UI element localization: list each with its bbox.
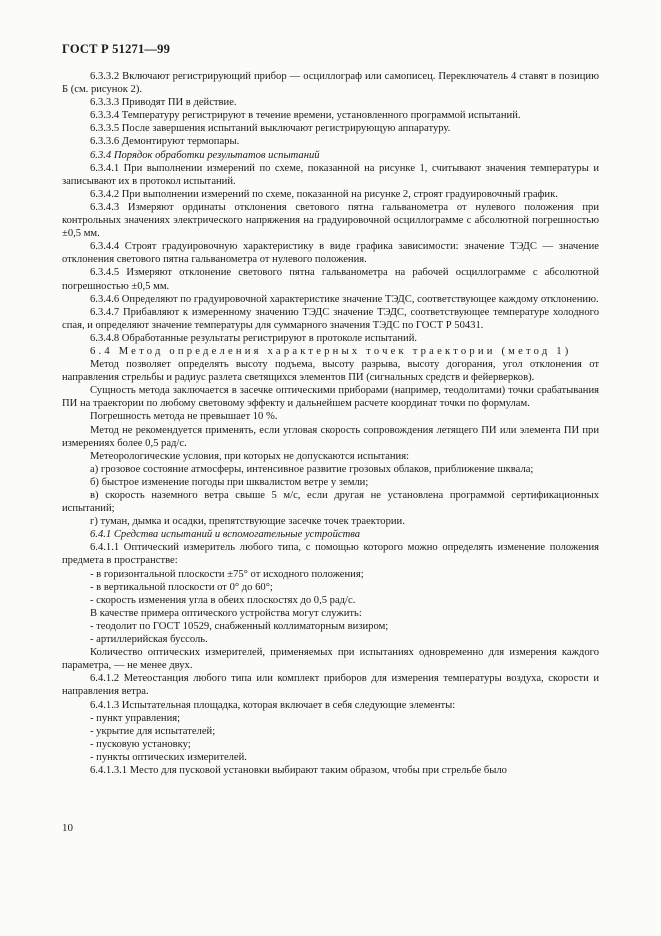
section-heading: 6.4 Метод определения характерных точек траектории (метод 1) [90, 345, 572, 357]
paragraph: 6.3.4.7 Прибавляют к измеренному значению ТЭДС значение ТЭДС, соответствующее температуре холодного спая, и определяют значение температуры для суммарного значения ТЭДС по ГОСТ Р 50431. [62, 306, 599, 331]
paragraph: 6.3.3.3 Приводят ПИ в действие. [90, 97, 237, 109]
list-item: - пункт управления; [90, 712, 181, 724]
paragraph: Метод позволяет определять высоту подъема, высоту разрыва, высоту догорания, угол отклонения от направления стрельбы и радиус разлета светящихся элементов ПИ (сигнальных средств и фейерверков). [62, 359, 599, 384]
paragraph: 6.3.3.5 После завершения испытаний выключают регистрирующую аппаратуру. [90, 123, 451, 135]
document-code-header: ГОСТ Р 51271—99 [62, 42, 171, 56]
list-item: г) туман, дымка и осадки, препятствующие засечке точек траектории. [90, 516, 405, 528]
list-item: - укрытие для испытателей; [90, 725, 216, 737]
list-item: в) скорость наземного ветра свыше 5 м/с, если другая не установлена программой сертификационных испытаний; [62, 490, 599, 515]
page-number: 10 [62, 822, 73, 834]
paragraph: 6.4.1.2 Метеостанция любого типа или комплект приборов для измерения температуры воздуха, скорости и направления ветра. [62, 673, 599, 698]
list-item: б) быстрое изменение погоды при шквалистом ветре у земли; [90, 476, 369, 488]
list-item: - в вертикальной плоскости от 0° до 60°; [90, 581, 273, 593]
paragraph: 6.3.4.5 Измеряют отклонение светового пятна гальванометра на рабочей осциллограмме с абсолютной погрешностью ±0,5 мм. [62, 267, 599, 292]
paragraph: Метод не рекомендуется применять, если угловая скорость сопровождения летящего ПИ или элемента ПИ при измерениях более 0,5 рад/с. [62, 424, 599, 449]
paragraph: Сущность метода заключается в засечке оптическими приборами (например, теодолитами) точки срабатывания ПИ на траектории по любому световому эффекту и дальнейшем расчете координат точки по формулам. [62, 385, 599, 410]
paragraph: Метеорологические условия, при которых не допускаются испытания: [90, 450, 410, 462]
paragraph: 6.3.3.4 Температуру регистрируют в течение времени, установленного программой испытаний. [90, 110, 521, 122]
list-item: - в горизонтальной плоскости ±75° от исходного положения; [90, 568, 364, 580]
list-item: - скорость изменения угла в обеих плоскостях до 0,5 рад/с. [90, 594, 356, 606]
section-heading: 6.4.1 Средства испытаний и вспомогательные устройства [90, 529, 361, 541]
paragraph: 6.3.4.2 При выполнении измерений по схеме, показанной на рисунке 2, строят градуировочный график. [90, 188, 558, 200]
paragraph: 6.4.1.3.1 Место для пусковой установки выбирают таким образом, чтобы при стрельбе было [90, 764, 507, 776]
list-item: - артиллерийская буссоль. [90, 634, 208, 646]
paragraph: 6.4.1.3 Испытательная площадка, которая включает в себя следующие элементы: [90, 699, 456, 711]
paragraph: Количество оптических измерителей, применяемых при испытаниях одновременно для измерения каждого параметра, — не менее двух. [62, 647, 599, 672]
list-item: - теодолит по ГОСТ 10529, снабженный коллиматорным визиром; [90, 620, 389, 632]
paragraph: 6.3.4.4 Строят градуировочную характеристику в виде графика зависимости: значение ТЭДС — значение отклонения светового пятна гальванометра от нулевого положения. [62, 241, 599, 266]
section-heading: 6.3.4 Порядок обработки результатов испытаний [90, 149, 320, 161]
document-body [62, 70, 599, 777]
list-item: а) грозовое состояние атмосферы, интенсивное развитие грозовых облаков, приближение шквала; [90, 463, 534, 475]
paragraph: В качестве примера оптического устройства могут служить: [90, 607, 362, 619]
paragraph: 6.4.1.1 Оптический измеритель любого типа, с помощью которого можно определять изменение положения предмета в пространстве: [62, 542, 599, 567]
paragraph: 6.3.4.8 Обработанные результаты регистрируют в протоколе испытаний. [90, 332, 418, 344]
paragraph: Погрешность метода не превышает 10 %. [90, 411, 278, 423]
list-item: - пусковую установку; [90, 738, 191, 750]
paragraph: 6.3.4.3 Измеряют ординаты отклонения светового пятна гальванометра от нулевого положения при контрольных значениях электрического напряжения на градуировочной осциллограмме с абсолютной погрешностью ±0,5 мм. [62, 201, 599, 240]
paragraph: 6.3.4.1 При выполнении измерений по схеме, показанной на рисунке 1, считывают значения температуры и записывают их в протокол испытаний. [62, 162, 599, 187]
list-item: - пункты оптических измерителей. [90, 751, 247, 763]
paragraph: 6.3.3.2 Включают регистрирующий прибор — осциллограф или самописец. Переключатель 4 ставят в позицию Б (см. рисунок 2). [62, 71, 599, 96]
paragraph: 6.3.4.6 Определяют по градуировочной характеристике значение ТЭДС, соответствующее каждому отклонению. [90, 293, 599, 305]
paragraph: 6.3.3.6 Демонтируют термопары. [90, 136, 240, 148]
